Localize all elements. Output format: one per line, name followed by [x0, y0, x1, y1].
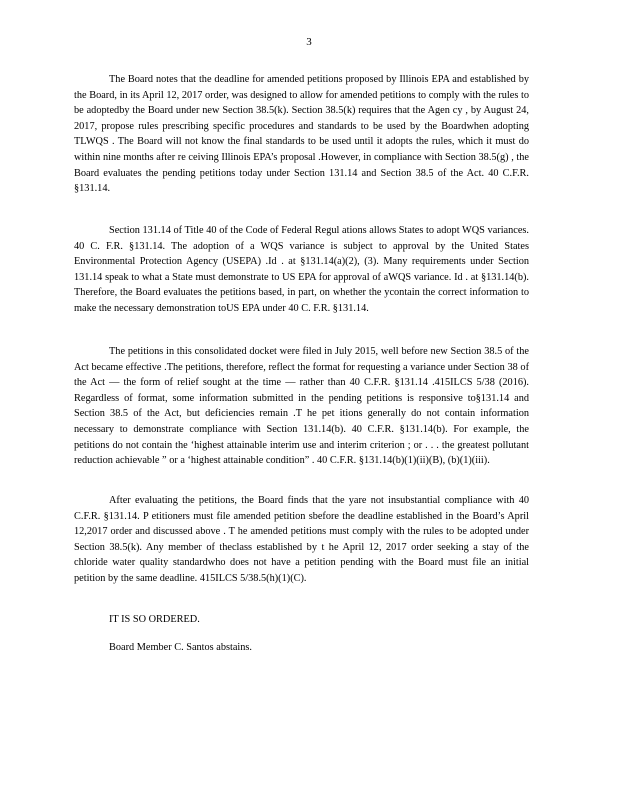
- paragraph-section-131-14: Section 131.14 of Title 40 of the Code of Federal Regul ations allows States to adopt WQS variances. 40 C. F.R. §131.14. The adoption of a WQS variance is subject to approval by the United States Environmental Protection Agency (USEPA) .Id . at §131.14(a)(2), (3). Many requirements under Section 131.14 speak to what a State must demonstrate to US EPA for approval of aWQS variance. Id . at §131.14(b). Therefore, the Board evaluates the petitions based, in part, on whether the ycontain the correct information to make the necessary demonstration toUS EPA under 40 C. F.R. §131.14.: [74, 225, 529, 314]
- paragraph-deadline: The Board notes that the deadline for amended petitions proposed by Illinois EPA and established by the Board, in its April 12, 2017 order, was designed to allow for amended petitions to comply with the rules to be adoptedby the Board under new Section 38.5(k). Section 38.5(k) requires that the Agen cy , by August 24, 2017, propose rules prescribing specific procedures and standards to be used by the Boardwhen adopting TLWQS . The Board will not know the final standards to be used until it adopts the rules, which it must do within nine months after re ceiving Illinois EPA’s proposal .However, in compliance with Section 38.5(g) , the Board evaluates the pending petitions today under Section 131.14 and Section 38.5 of the Act. 40 C.F.R. §131.14.: [74, 74, 529, 195]
- order-line: IT IS SO ORDERED.: [109, 614, 200, 625]
- page-number: 3: [306, 36, 312, 48]
- abstain-line: Board Member C. Santos abstains.: [109, 642, 252, 653]
- paragraph-board-finding: After evaluating the petitions, the Board finds that the yare not insubstantial compliance with 40 C.F.R. §131.14. P etitioners must file amended petition sbefore the deadline established in the Board’s April 12,2017 order and discussed above . T he amended petitions must comply with the rules to be adopted under Section 38.5(k). Any member of theclass established by t he April 12, 2017 order seeking a stay of the chloride water quality standardwho does not have a petition pending with the Board must file an initial petition by the same deadline. 415ILCS 5/38.5(h)(1)(C).: [74, 495, 529, 584]
- paragraph-petitions-filed: The petitions in this consolidated docket were filed in July 2015, well before new Section 38.5 of the Act became effective .The petitions, therefore, reflect the format for requesting a variance under Section 38 of the Act — the form of relief sought at the time — rather than 40 C.F.R. §131.14 .415ILCS 5/38 (2016). Regardless of format, some information submitted in the pending petitions is responsive to§131.14 and Section 38.5 of the Act, but deficiencies remain .T he pet itions generally do not contain information necessary to demonstrate compliance with Section 131.14(b). 40 C.F.R. §131.14(b). For example, the petitions do not contain the ‘highest attainable interim use and interim criterion ; or . . . the greatest pollutant reduction achievable ” or a ‘highest attainable condition” . 40 C.F.R. §131.14(b)(1)(ii)(B), (b)(1)(iii).: [74, 346, 529, 467]
